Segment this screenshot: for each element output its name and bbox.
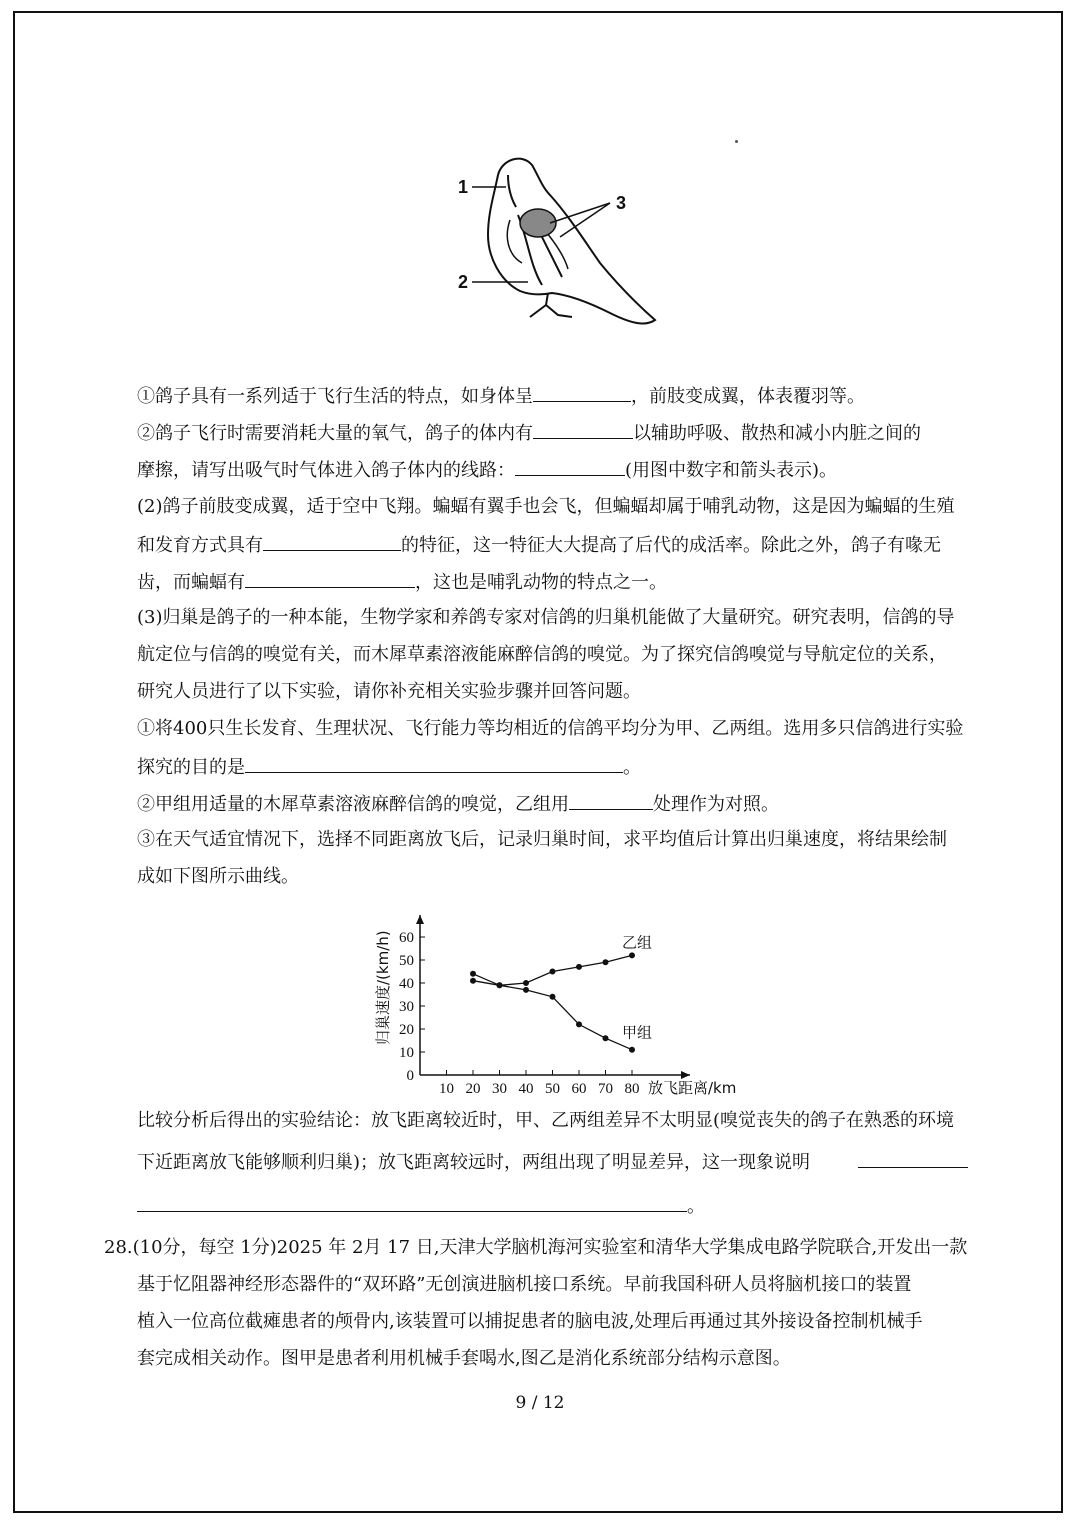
answer-blank[interactable] — [263, 533, 401, 551]
answer-blank[interactable] — [137, 1194, 687, 1212]
y-tick-label: 40 — [399, 976, 414, 992]
text-line-12: ②甲组用适量的木犀草素溶液麻醉信鸽的嗅觉，乙组用 处理作为对照。 — [137, 794, 779, 815]
stray-dot — [735, 140, 738, 143]
question-28-line-3: 植入一位高位截瘫患者的颅骨内,该装置可以捕捉患者的脑电波,处理后再通过其外接设备控制机械手 — [137, 1311, 923, 1332]
x-tick-label: 10 — [439, 1081, 454, 1097]
x-tick-label: 20 — [465, 1081, 481, 1097]
text-line-5: 和发育方式具有 的特征，这一特征大大提高了后代的成活率。除此之外，鸽子有喙无 — [137, 535, 941, 556]
marker-2: 2 — [458, 272, 469, 292]
answer-blank[interactable] — [245, 570, 415, 588]
marker-1: 1 — [458, 177, 469, 197]
x-tick-label: 40 — [518, 1081, 534, 1097]
x-tick-label: 50 — [545, 1081, 560, 1097]
x-tick-label: 70 — [598, 1081, 613, 1097]
text-line-1: ①鸽子具有一系列适于飞行生活的特点，如身体呈 ，前肢变成翼，体表覆羽等。 — [137, 386, 865, 407]
y-tick-label: 50 — [399, 953, 414, 969]
y-axis-label: 归巢速度/(km/h) — [374, 930, 392, 1045]
text-line-6: 齿，而蝙蝠有 ，这也是哺乳动物的特点之一。 — [137, 572, 667, 593]
x-axis-label: 放飞距离/km — [648, 1079, 737, 1097]
question-28-line-4: 套完成相关动作。图甲是患者利用机械手套喝水,图乙是消化系统部分结构示意图。 — [137, 1348, 791, 1369]
text-line-13: ③在天气适宜情况下，选择不同距离放飞后，记录归巢时间，求平均值后计算出归巢速度，将结果绘制 — [137, 829, 947, 850]
y-tick-label: 60 — [399, 930, 414, 946]
y-tick-label: 20 — [399, 1022, 414, 1038]
data-point — [550, 994, 556, 1000]
data-point — [470, 978, 476, 984]
text-line-15: 比较分析后得出的实验结论：放飞距离较近时，甲、乙两组差异不太明显(嗅觉丧失的鸽子在熟悉的环境 — [137, 1110, 955, 1131]
pigeon-leg — [530, 293, 572, 317]
data-point — [629, 1047, 635, 1053]
data-point — [576, 964, 582, 970]
answer-blank[interactable] — [569, 792, 653, 810]
text-line-9: 研究人员进行了以下实验，请你补充相关实验步骤并回答问题。 — [137, 681, 641, 702]
x-tick-label: 60 — [571, 1081, 587, 1097]
y-tick-label: 10 — [399, 1045, 414, 1061]
text-line-8: 航定位与信鸽的嗅觉有关，而木犀草素溶液能麻醉信鸽的嗅觉。为了探究信鸽嗅觉与导航定位的关系， — [137, 644, 947, 665]
pigeon-figure — [450, 145, 670, 330]
text-line-16: 下近距离放飞能够顺利归巢)；放飞距离较远时，两组出现了明显差异，这一现象说明 — [137, 1150, 968, 1174]
data-point — [629, 952, 635, 958]
y-tick-label: 0 — [406, 1068, 414, 1084]
series-label: 甲组 — [622, 1023, 653, 1042]
data-point — [470, 971, 476, 977]
page-number: 9 / 12 — [515, 1393, 565, 1413]
marker-3: 3 — [616, 193, 627, 213]
data-point — [523, 980, 529, 986]
text-line-4: (2)鸽子前肢变成翼，适于空中飞翔。蝙蝠有翼手也会飞，但蝙蝠却属于哺乳动物，这是因为蝙蝠的生殖 — [137, 496, 955, 517]
pigeon-trachea — [508, 175, 516, 207]
y-axis-arrow — [416, 915, 424, 924]
data-point — [576, 1021, 582, 1027]
x-axis-arrow — [681, 1071, 690, 1079]
data-point — [603, 959, 609, 965]
answer-blank[interactable] — [533, 384, 631, 402]
data-point — [497, 982, 503, 988]
homing-speed-chart — [360, 905, 760, 1105]
x-tick-label: 80 — [624, 1081, 640, 1097]
text-line-2: ②鸽子飞行时需要消耗大量的氧气，鸽子的体内有 以辅助呼吸、散热和减小内脏之间的 — [137, 423, 921, 444]
data-point — [550, 969, 556, 975]
text-line-7: (3)归巢是鸽子的一种本能，生物学家和养鸽专家对信鸽的归巢机能做了大量研究。研究表明，信鸽的导 — [137, 607, 955, 628]
data-point — [603, 1035, 609, 1041]
data-point — [523, 987, 529, 993]
answer-blank[interactable] — [858, 1150, 968, 1168]
question-28-line-2: 基于忆阻器神经形态器件的“双环路”无创演进脑机接口系统。早前我国科研人员将脑机接口的装置 — [137, 1274, 912, 1295]
x-tick-label: 30 — [492, 1081, 507, 1097]
answer-blank[interactable] — [245, 755, 623, 773]
pigeon-outline — [488, 159, 655, 324]
question-28-line-1: 28.(10分，每空 1分)2025 年 2月 17 日,天津大学脑机海河实验室和清华大学集成电路学院联合,开发出一款 — [104, 1237, 968, 1258]
text-line-17: 。 — [137, 1194, 705, 1218]
answer-blank[interactable] — [533, 421, 633, 439]
text-line-14: 成如下图所示曲线。 — [137, 866, 299, 887]
answer-blank[interactable] — [515, 458, 625, 476]
text-line-3: 摩擦，请写出吸气时气体进入鸽子体内的线路： (用图中数字和箭头表示)。 — [137, 460, 838, 481]
text-line-11: 探究的目的是 。 — [137, 757, 641, 778]
series-label: 乙组 — [622, 933, 653, 952]
text-line-10: ①将400只生长发育、生理状况、飞行能力等均相近的信鸽平均分为甲、乙两组。选用多只信鸽进行实验 — [137, 718, 964, 739]
y-tick-label: 30 — [399, 999, 414, 1015]
